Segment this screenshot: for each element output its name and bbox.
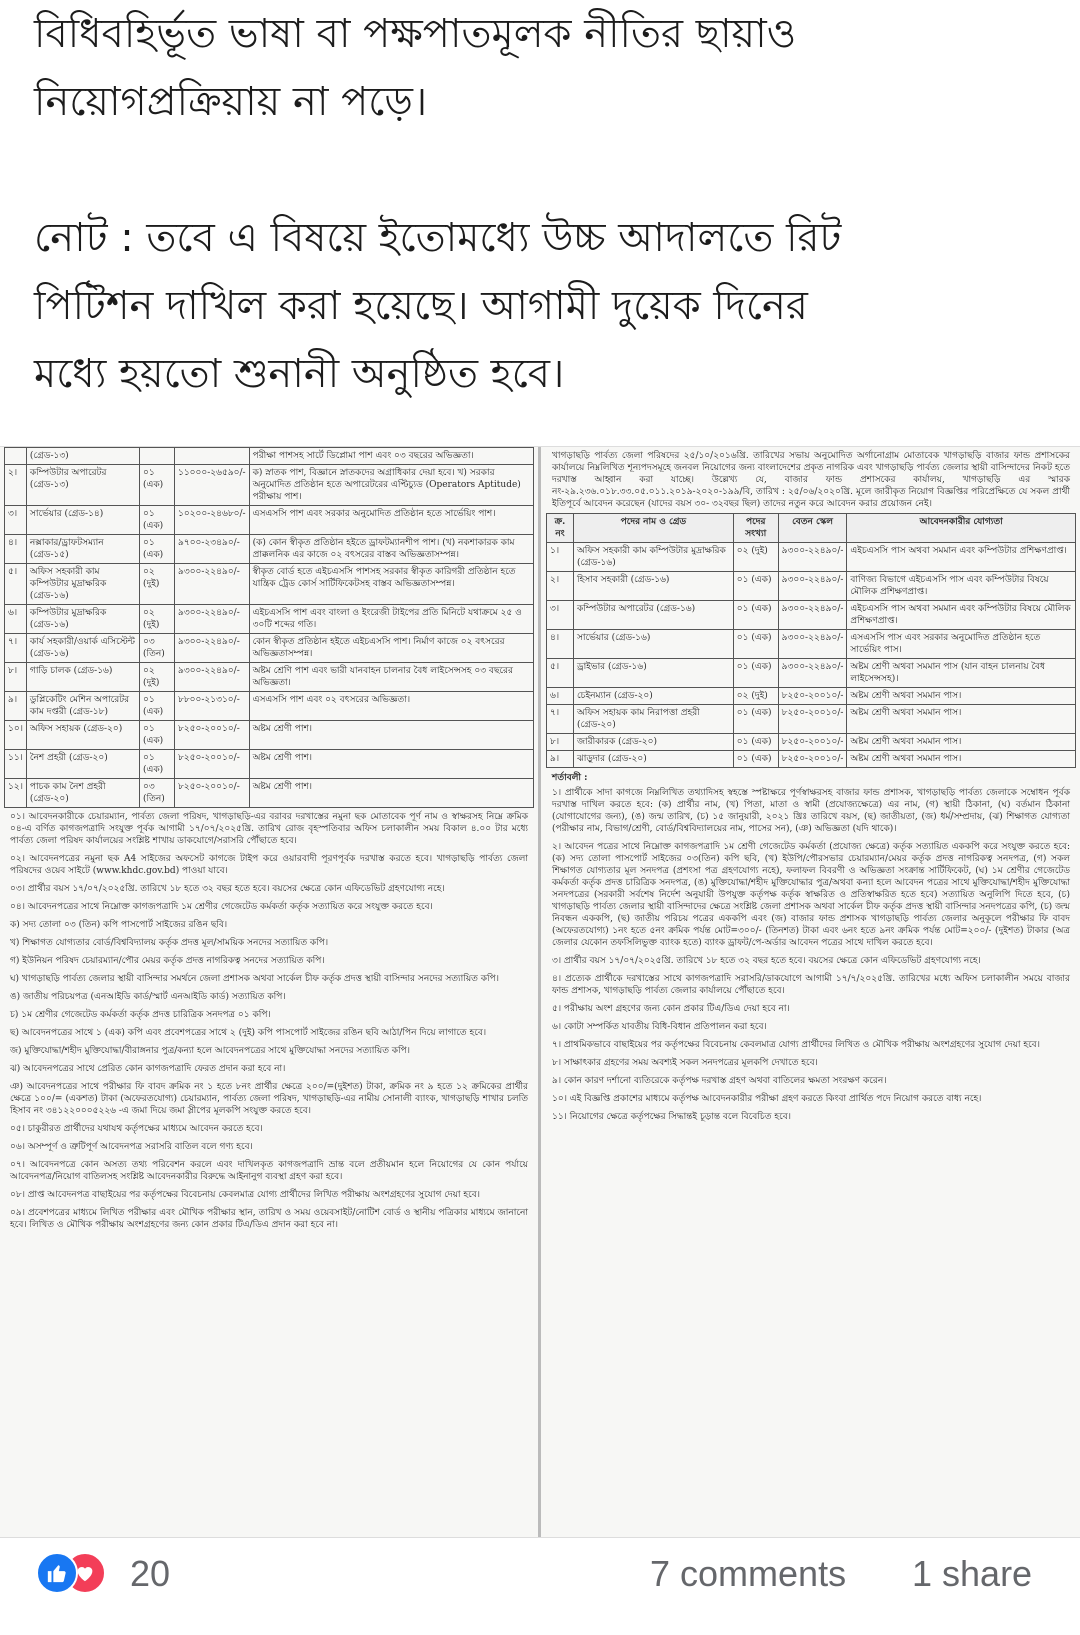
table-cell: ড্রাইভার (গ্রেড-১৬) [573, 659, 733, 688]
condition-item: ৫। পরীক্ষায় অংশ গ্রহণের জন্য কোন প্রকার টিএ/ডিএ দেয়া হবে না। [552, 1004, 790, 1014]
right-vacancy-table [546, 513, 1076, 768]
table-cell: অফিস সহকারী কাম কম্পিউটার মুদ্রাক্ষরিক (গ্রেড-১৬) [26, 564, 139, 605]
table-row [5, 465, 534, 506]
table-cell: ০১ (এক) [733, 601, 778, 630]
note-item: ছ) আবেদনপত্রের সাথে ১ (এক) কপি এবং প্রবেশপত্রের সাথে ২ (দুই) কপি পাসপোর্ট সাইজের রঙিন ছবি আঠা/পিন দিয়ে লাগাতে হবে। [10, 1028, 487, 1038]
post-line: মধ্যে হয়তো শুনানী অনুষ্ঠিত হবে। [34, 351, 565, 397]
table-row [5, 663, 534, 692]
note-item: জ) মুক্তিযোদ্ধা/শহীদ মুক্তিযোদ্ধা/বীরাঙ্গনার পুত্র/কন্যা হলে আবেদনপত্রের সাথে মুক্তিযোদ্ধা সনদের সত্যায়িত কপি। [10, 1046, 411, 1056]
table-cell: ৮২৫০-২০০১০/- [778, 688, 847, 705]
condition-item: ১১। নিয়োগের ক্ষেত্রে কর্তৃপক্ষের সিদ্ধান্তই চূড়ান্ত বলে বিবেচিত হবে। [552, 1112, 791, 1122]
table-cell: ক) স্নাতক পাশ, বিজ্ঞানে স্নাতকদের অগ্রাধিকার দেয়া হবে। খ) সরকার অনুমোদিত প্রতিষ্ঠান হতে অপারেটরের এপ্টিচ্যুড (Operators Aptitude) পরীক্ষায় পাশ। [249, 465, 533, 506]
table-cell: জারীকারক (গ্রেড-২০) [573, 734, 733, 751]
table-cell: ০১ (এক) [140, 465, 175, 506]
note-item: ০২। আবেদনপত্রের নমুনা ছক A4 সাইজের অফসেট কাগজে টাইপ করে ওয়ারবাদী পূরণপূর্বক দরখাস্ত করতে হবে। খাগড়াছড়ি পার্বত্য জেলা পরিষদের ওয়েব সাইটে (www.khdc.gov.bd) পাওয়া যাবে। [10, 854, 528, 876]
table-cell: কার্য সহকারী/ওয়ার্ক এসিস্টেন্ট (গ্রেড-১৬) [26, 634, 139, 663]
table-row [5, 535, 534, 564]
note-item: ক) সদ্য তোলা ০৩ (তিন) কপি পাসপোর্ট সাইজের রঙিন ছবি। [10, 920, 228, 930]
table-cell: ৪। [5, 535, 27, 564]
table-cell: ৯৩০০-২২৪৯০/- [778, 659, 847, 688]
table-cell: ৫। [547, 659, 574, 688]
note-item: ০৭। আবেদনপত্রে কোন অসত্য তথ্য পরিবেশন করলে এবং দাখিলকৃত কাগজপত্রাদি ভ্রান্ত বলে প্রতীয়মান হলে নিয়োগের যে কোন পর্যায়ে আবেদনপত্র/নিয়োগ বাতিলসহ সংশ্লিষ্ট আবেদনকারীর বিরুদ্ধে আইনানুগ ব্যবস্থা গ্রহণ করা হবে। [10, 1160, 528, 1182]
table-cell: ১১। [5, 750, 27, 779]
condition-item: ৭। প্রাথমিকভাবে বাছাইয়ের পর কর্তৃপক্ষের বিবেচনায় কেবলমাত্র যোগ্য প্রার্থীদের লিখিত ও মৌখিক পরীক্ষায় অংশগ্রহণের সুযোগ দেয়া হবে। [552, 1040, 1040, 1050]
table-cell: ৮। [5, 663, 27, 692]
table-row [5, 721, 534, 750]
table-row [547, 688, 1076, 705]
table-cell: এসএসসি পাস এবং সরকার অনুমোদিত প্রতিষ্ঠান হতে সার্ভেয়িং পাস। [847, 630, 1076, 659]
post-line: পিটিশন দাখিল করা হয়েছে। আগামী দুয়েক দিনের [34, 283, 808, 329]
table-cell: ১। [547, 543, 574, 572]
table-cell: অফিস সহকারী কাম কম্পিউটার মুদ্রাক্ষরিক (গ্রেড-১৬) [573, 543, 733, 572]
post-text [34, 0, 1054, 408]
table-row [5, 448, 534, 465]
table-cell: কম্পিউটার মুদ্রাক্ষরিক (গ্রেড-১৬) [26, 605, 139, 634]
post-line: নিয়োগপ্রক্রিয়ায় না পড়ে। [34, 79, 428, 125]
comments-count[interactable]: 7 comments [650, 1553, 847, 1594]
conditions-title: শর্তাবলী : [552, 773, 588, 783]
table-cell: ঝাড়ুদার (গ্রেড-২০) [573, 751, 733, 768]
table-cell: সার্ভেয়ার (গ্রেড-১৬) [573, 630, 733, 659]
circular-left-column [4, 447, 534, 1537]
table-cell: এইচএসসি পাস অথবা সমমান এবং কম্পিউটার বিষয়ে মৌলিক প্রশিক্ষণপ্রাপ্ত। [847, 601, 1076, 630]
table-cell [5, 448, 27, 465]
table-cell: অষ্টম শ্রেণী অথবা সমমান পাস। [847, 705, 1076, 734]
table-cell [175, 448, 250, 465]
table-header: পদের সংখ্যা [733, 514, 778, 543]
table-cell: অফিস সহায়ক কাম নিরাপত্তা প্রহরী (গ্রেড-২০) [573, 705, 733, 734]
table-cell: অফিস সহায়ক (গ্রেড-২০) [26, 721, 139, 750]
image-divider [538, 447, 541, 1537]
table-cell: নৈশ প্রহরী (গ্রেড-২০) [26, 750, 139, 779]
table-cell: ০৩ (তিন) [140, 779, 175, 808]
table-cell: ৮২৫০-২০০১০/- [175, 721, 250, 750]
condition-item: ৪। প্রত্যেক প্রার্থীকে দরখাস্তের সাথে কাগজপত্রাদি সরাসরি/ডাকযোগে আগামী ১৭/৭/২০২৫খ্রি. তারিখের মধ্যে অফিস চলাকালীন সময়ে বাজার ফান্ড প্রশাসক, খাগড়াছড়ি পার্বত্য জেলার কার্যালয়ে পৌঁছাতে হবে। [552, 974, 1070, 996]
condition-item: ৯। কোন কারণ দর্শানো ব্যতিরেকে কর্তৃপক্ষ দরখাস্ত গ্রহণ অথবা বাতিলের ক্ষমতা সংরক্ষণ করেন। [552, 1076, 887, 1086]
table-cell: ০১ (এক) [733, 751, 778, 768]
table-cell: ৯৩০০-২২৪৯০/- [778, 601, 847, 630]
table-cell: এইচএসসি পাস অথবা সমমান এবং কম্পিউটার প্রশিক্ষণপ্রাপ্ত। [847, 543, 1076, 572]
condition-item: ৮। সাক্ষাৎকার গ্রহণের সময় অবশ্যই সকল সনদপত্রের মূলকপি দেখাতে হবে। [552, 1058, 818, 1068]
table-cell: ৯। [5, 692, 27, 721]
table-cell: ৪। [547, 630, 574, 659]
table-cell: নক্সাকার/ড্রাফটসম্যান (গ্রেড-১৫) [26, 535, 139, 564]
table-cell: ০১ (এক) [140, 692, 175, 721]
table-cell: অষ্টম শ্রেণী অথবা সমমান পাস। [847, 688, 1076, 705]
table-header: বেতন স্কেল [778, 514, 847, 543]
table-cell: ০১ (এক) [140, 506, 175, 535]
table-row [5, 750, 534, 779]
table-cell: ৮৮০০-২১৩১০/- [175, 692, 250, 721]
table-cell: ডুপ্লিকেটিং মেশিন অপারেটর কাম দপ্তরী (গ্রেড-১৮) [26, 692, 139, 721]
table-cell: ৬। [5, 605, 27, 634]
table-cell: ২। [547, 572, 574, 601]
table-cell: পাচক কাম নৈশ প্রহরী (গ্রেড-২০) [26, 779, 139, 808]
table-row [5, 692, 534, 721]
table-cell: ৫। [5, 564, 27, 605]
note-item: ঘ) খাগড়াছড়ি পার্বত্য জেলার স্থায়ী বাসিন্দার সমর্থনে জেলা প্রশাসক অথবা সার্কেল চীফ কর্তৃক প্রদত্ত স্থায়ী বাসিন্দার সনদের সত্যায়িত কপি। [10, 974, 499, 984]
table-row [5, 779, 534, 808]
table-cell: ০১ (এক) [733, 705, 778, 734]
table-cell: ৯৩০০-২২৪৯০/- [175, 663, 250, 692]
table-cell: বাণিজ্য বিভাগে এইচএসসি পাস এবং কম্পিউটার বিষয়ে মৌলিক প্রশিক্ষণপ্রাপ্ত। [847, 572, 1076, 601]
table-cell: ৮। [547, 734, 574, 751]
post-image[interactable] [0, 446, 1080, 1538]
table-cell: হিসাব সহকারী (গ্রেড-১৬) [573, 572, 733, 601]
note-item: ঝ) আবেদনপত্রের সাথে প্রেরিত কোন কাগজপত্রাদি ফেরত প্রদান করা হবে না। [10, 1064, 286, 1074]
table-cell: (ক) কোন স্বীকৃত প্রতিষ্ঠান হইতে ড্রাফটম্যানশীপ পাশ। (খ) নকশাকারক কাম প্রাক্কলনিক এর কাজে ০২ বৎসরের বাস্তব অভিজ্ঞতাসম্পন্ন। [249, 535, 533, 564]
table-cell: ৮২৫০-২০০১০/- [175, 750, 250, 779]
table-cell: ৮২৫০-২০০১০/- [778, 751, 847, 768]
table-cell: ৯৩০০-২২৪৯০/- [175, 634, 250, 663]
reaction-count[interactable]: 20 [130, 1553, 171, 1594]
table-row [547, 572, 1076, 601]
left-vacancy-table [4, 447, 534, 808]
circular-right-column [546, 447, 1076, 1537]
table-cell: কম্পিউটার অপারেটর (গ্রেড-১৬) [573, 601, 733, 630]
table-cell: অষ্টম শ্রেণী পাশ। [249, 750, 533, 779]
table-cell: ৮২৫০-২০০১০/- [175, 779, 250, 808]
table-cell: অষ্টম শ্রেণি পাশ এবং ভারী যানবাহন চালনার বৈধ লাইসেন্সসহ ০৩ বছরের অভিজ্ঞতা। [249, 663, 533, 692]
table-row [547, 751, 1076, 768]
table-cell: ০১ (এক) [140, 535, 175, 564]
table-row [547, 659, 1076, 688]
table-cell: ৯৩০০-২২৪৯০/- [778, 543, 847, 572]
note-item: ০১। আবেদনকারীকে চেয়ারম্যান, পার্বত্য জেলা পরিষদ, খাগড়াছড়ি-এর বরাবর দরখাস্তের নমুনা ছক মোতাবেক পূর্ণ নাম ও স্বাক্ষরসহ নিম্নে ক্রমিক ০৪-এ বর্ণিত কাগজপত্রাদি সংযুক্ত পূর্বক আগামী ১৭/০৭/২০২৫খ্রি. তারিখ রোজ বৃহস্পতিবার অফিস চলাকালীন সময় বিকাল ৪.০০ টার মধ্যে পার্বত্য জেলা পরিষদ কার্যালয়ের সংশ্লিষ্ট শাখায় ডাকযোগে/সরাসরি পৌঁছাতে হবে। [10, 812, 528, 846]
table-row [5, 634, 534, 663]
table-cell: ৯৩০০-২২৪৯০/- [778, 630, 847, 659]
table-cell: (গ্রেড-১৩) [26, 448, 139, 465]
table-cell: ০১ (এক) [140, 721, 175, 750]
shares-count[interactable]: 1 share [912, 1553, 1033, 1594]
table-cell: ০২ (দুই) [140, 663, 175, 692]
table-cell: অষ্টম শ্রেণী পাশ। [249, 779, 533, 808]
table-cell: এসএসসি পাশ এবং সরকার অনুমোদিত প্রতিষ্ঠান হতে সার্ভেয়িং পাশ। [249, 506, 533, 535]
table-cell: ০১ (এক) [140, 750, 175, 779]
circular-intro: খাগড়াছড়ি পার্বত্য জেলা পরিষদের ২৫/১০/২০১৬খ্রি. তারিখের সভায় অনুমোদিত অর্গানোগ্রাম মোতাবেক খাগড়াছড়ি বাজার ফান্ড প্রশাসকের কার্যালয়ে নিম্নলিখিত শূন্যপদসমূহে জনবল নিয়োগের জন্য বাংলাদেশের প্রকৃত নাগরিক এবং খাগড়াছড়ি পার্বত্য জেলার স্থায়ী বাসিন্দাদের নিকট হতে দরখাস্ত আহ্বান করা যাচ্ছে। উল্লেখ্য যে, বাজার ফান্ড প্রশাসকের কার্যালয়, খাগড়াছড়ি এর স্মারক নং-২৯.২৩৬.০১৮.৩৩.০৫.০১১.২০১৯-২০২০-১৯৯/বি, তারিখ : ২৫/০৬/২০২০খ্রি. মূলে জারীকৃত নিয়োগ বিজ্ঞপ্তির পরিপ্রেক্ষিতে যে সকল প্রার্থী ইতিপূর্বে আবেদন করেছেন (যাদের বয়স ৩০- ৩২বছর ছিল) তাদের নতুন করে আবেদন করার প্রয়োজন নেই। [552, 451, 1070, 509]
table-cell: ২। [5, 465, 27, 506]
table-cell: এসএসসি পাশ এবং ০২ বৎসরের অভিজ্ঞতা। [249, 692, 533, 721]
table-cell: কোন স্বীকৃত প্রতিষ্ঠান হইতে এইচএসসি পাশ। নির্মাণ কাজে ০২ বৎসরের অভিজ্ঞতাসম্পন্ন। [249, 634, 533, 663]
note-item: ০৫। চাকুরীরত প্রার্থীদের যথাযথ কর্তৃপক্ষের মাধ্যমে আবেদন করতে হবে। [10, 1124, 263, 1134]
table-cell: পরীক্ষা পাশসহ সার্টে ডিপ্লোমা পাশ এবং ০৩ বছরের অভিজ্ঞতা। [249, 448, 533, 465]
condition-item: ২। আবেদন পত্রের সাথে নিম্নোক্ত কাগজপত্রাদি ১ম শ্রেণী গেজেটেড কর্মকর্তা (প্রযোজ্য ক্ষেত্রে) কর্তৃক সত্যায়িত এককপি করে সংযুক্ত করতে হবে: (ক) সদ্য তোলা পাসপোর্ট সাইজের ০৩(তিন) কপি ছবি, (খ) ইউপি/পৌরসভার চেয়ারম্যান/মেয়র কর্তৃক প্রদত্ত নাগরিকত্ব সনদপত্র, (গ) সকল শিক্ষাগত যোগ্যতার মূল সনদপত্র (প্রশংসা পত্র গ্রহণযোগ্য নহে), ফলাফল বিবরণী ও অভিজ্ঞতা সংক্রান্ত সার্টিফিকেট, (ঘ) ১ম শ্রেণীর গেজেটেড কর্মকর্তা কর্তৃক প্রদত্ত চারিত্রিক সনদপত্র, (ঙ) মুক্তিযোদ্ধা/শহীদ মুক্তিযোদ্ধার পুত্র/অথবা কন্যা হলে আবেদন পত্রের সাথে মুক্তিযোদ্ধা/শহীদ মুক্তিযোদ্ধা সনদপত্রের (সরকারী সর্বশেষ নির্দেশ অনুযায়ী উপযুক্ত কর্তৃপক্ষ কর্তৃক স্বাক্ষরিত ও প্রতিস্বাক্ষরিত হতে হবে) সত্যায়িত অনুলিপি দিতে হবে, (চ) খাগড়াছড়ি পার্বত্য জেলার স্থায়ী বাসিন্দাদের ক্ষেত্রে সংশ্লিষ্ট জেলা প্রশাসক অথবা সার্কেল চীফ কর্তৃক প্রদত্ত স্থায়ী বাসিন্দার সনদপত্রের কপি, (চ) জন্ম নিবন্ধন এককপি, (ছ) জাতীয় পরিচয় পত্রের এককপি এবং (জ) বাজার ফান্ড প্রশাসক খাগড়াছড়ি পার্বত্য জেলার অনুকূলে পরীক্ষার ফি বাবদ (অফেরতযোগ্য) ১নং হতে ৫নং ক্রমিক পর্যন্ত মোট=৩০০/- (তিনশত) টাকা এবং ৬নং হতে ৯নং ক্রমিক পর্যন্ত মোট=২০০/- (দুইশত) টাকার (অত্র জেলার যেকোন তফসিলিভুক্ত ব্যাংক হতে) ব্যাংক ড্রাফট/পে-অর্ডার আবেদন পত্রের সাথে দাখিল করতে হবে। [552, 842, 1070, 948]
table-row [547, 543, 1076, 572]
conditions-list [546, 784, 1076, 1126]
table-cell: ৯৭০০-২৩৪৯০/- [175, 535, 250, 564]
note-item: ঙ) জাতীয় পরিচয়পত্র (এনআইডি কার্ড/স্মার্ট এনআইডি কার্ড) সত্যায়িত কপি। [10, 992, 286, 1002]
note-item: গ) ইউনিয়ন পরিষদ চেয়ারম্যান/পৌর মেয়র কর্তৃক প্রদত্ত নাগরিকত্ব সনদের সত্যায়িত কপি। [10, 956, 325, 966]
condition-item: ১। প্রার্থীকে সাদা কাগজে নিম্নলিখিত তথ্যাদিসহ স্বহস্তে স্পষ্টাক্ষরে পূর্ণস্বাক্ষরসহ বাজার ফান্ড প্রশাসক, খাগড়াছড়ি পার্বত্য জেলাকে সম্বোধন পূর্বক দরখাস্ত দাখিল করতে হবে: (ক) প্রার্থীর নাম, (খ) পিতা, মাতা ও স্বামী (প্রযোজ্যক্ষেত্রে) এর নাম, (গ) স্থায়ী ঠিকানা, (ঘ) বর্তমান ঠিকানা (যোগাযোগের জন্য), (ঙ) জন্ম তারিখ, (চ) ১৫ জানুয়ারী, ২০২১ খ্রিঃ তারিখে বয়স, (ছ) জাতীয়তা, (জ) ধর্ম/সম্প্রদায়, (ঝ) শিক্ষাগত যোগ্যতা (পরীক্ষার নাম, বিভাগ/শ্রেণী, বোর্ড/বিশ্ববিদ্যালয়ের নাম, পাসের সন), (ঞ) অভিজ্ঞতা (যদি থাকে)। [552, 788, 1070, 834]
table-cell: ৯৩০০-২২৪৯০/- [175, 564, 250, 605]
table-cell: গাড়ি চালক (গ্রেড-১৬) [26, 663, 139, 692]
table-cell: স্বীকৃত বোর্ড হতে এইচএসসি পাশসহ সরকার স্বীকৃত কারিগরী প্রতিষ্ঠান হতে যান্ত্রিক ট্রেড কোর্স সার্টিফিকেটসহ বাস্তব অভিজ্ঞতাসম্পন্ন। [249, 564, 533, 605]
table-cell: ০১ (এক) [733, 630, 778, 659]
note-item: ০৪। আবেদনপত্রের সাথে নিম্নোক্ত কাগজপত্রাদি ১ম শ্রেণীর গেজেটেড কর্মকর্তা কর্তৃক সত্যায়িত করে সংযুক্ত করতে হবে। [10, 902, 433, 912]
table-cell: ৩। [5, 506, 27, 535]
table-cell: ০১ (এক) [733, 572, 778, 601]
table-cell: চেইনম্যান (গ্রেড-২০) [573, 688, 733, 705]
table-cell: ১০। [5, 721, 27, 750]
note-item: ০৮। প্রাপ্ত আবেদনপত্র বাছাইয়ের পর কর্তৃপক্ষের বিবেচনায় কেবলমাত্র যোগ্য প্রার্থীদের লিখিত পরীক্ষায় অংশগ্রহণের সুযোগ দেয়া হবে। [10, 1190, 480, 1200]
table-cell: ৭। [547, 705, 574, 734]
table-cell: ০২ (দুই) [733, 688, 778, 705]
table-header: পদের নাম ও গ্রেড [573, 514, 733, 543]
table-header: ক্র. নং [547, 514, 574, 543]
table-cell: অষ্টম শ্রেণী অথবা সমমান পাস। [847, 734, 1076, 751]
table-cell: ৯৩০০-২২৪৯০/- [778, 572, 847, 601]
table-cell: অষ্টম শ্রেণী পাশ। [249, 721, 533, 750]
left-notes [4, 808, 534, 1234]
table-cell: এইচএসসি পাশ এবং বাংলা ও ইংরেজী টাইপের প্রতি মিনিটে যথাক্রমে ২৫ ও ৩০টি শব্দের গতি। [249, 605, 533, 634]
table-cell: ০৩ (তিন) [140, 634, 175, 663]
table-cell: ১১০০০-২৬৫৯০/- [175, 465, 250, 506]
table-cell: ৯৩০০-২২৪৯০/- [175, 605, 250, 634]
note-item: ০৩। প্রার্থীর বয়স ১৭/০৭/২০২৫খ্রি. তারিখে ১৮ হতে ৩২ বছর হতে হবে। বয়সের ক্ষেত্রে কোন এফিডেভিট গ্রহণযোগ্য নহে। [10, 884, 445, 894]
condition-item: ৬। কোটা সম্পর্কিত যাবতীয় বিধি-বিধান প্রতিপালন করা হবে। [552, 1022, 767, 1032]
table-cell: অষ্টম শ্রেণী অথবা সমমান পাস (যান বাহন চালনায় বৈধ লাইসেন্সসহ)। [847, 659, 1076, 688]
condition-item: ৩। প্রার্থীর বয়স ১৭/০৭/২০২৫খ্রি. তারিখে ১৮ হতে ৩২ বছর হতে হবে। বয়সের ক্ষেত্রে কোন এফিডেভিট গ্রহণযোগ্য নহে। [552, 956, 981, 966]
table-cell: ৮২৫০-২০০১০/- [778, 705, 847, 734]
table-cell: ৮২৫০-২০০১০/- [778, 734, 847, 751]
table-row [547, 734, 1076, 751]
table-cell: ০২ (দুই) [140, 564, 175, 605]
table-cell: ৯। [547, 751, 574, 768]
table-cell: কম্পিউটার অপারেটর (গ্রেড-১৩) [26, 465, 139, 506]
table-cell: অষ্টম শ্রেণী অথবা সমমান পাস। [847, 751, 1076, 768]
table-cell: ১০২০০-২৪৬৮০/- [175, 506, 250, 535]
table-cell [140, 448, 175, 465]
table-row [547, 705, 1076, 734]
note-item: ০৬। অসম্পূর্ণ ও ত্রুটিপূর্ণ আবেদনপত্র সরাসরি বাতিল বলে গণ্য হবে। [10, 1142, 253, 1152]
table-row [547, 601, 1076, 630]
table-header: আবেদনকারীর যোগ্যতা [847, 514, 1076, 543]
table-cell: ৬। [547, 688, 574, 705]
post-line: নোট : তবে এ বিষয়ে ইতোমধ্যে উচ্চ আদালতে রিট [34, 215, 842, 261]
table-cell: ০২ (দুই) [140, 605, 175, 634]
table-cell: ১২। [5, 779, 27, 808]
note-item: খ) শিক্ষাগত যোগ্যতার বোর্ড/বিশ্ববিদ্যালয় কর্তৃক প্রদত্ত মূল/সাময়িক সনদের সত্যায়িত কপি। [10, 938, 329, 948]
table-row [5, 564, 534, 605]
table-cell: ০১ (এক) [733, 734, 778, 751]
table-cell: ০১ (এক) [733, 659, 778, 688]
note-item: ০৯। প্রবেশপত্রের মাধ্যমে লিখিত পরীক্ষার এবং মৌখিক পরীক্ষার স্থান, তারিখ ও সময় ওয়েবসাইট/নোটিশ বোর্ড ও স্থানীয় পত্রিকার মাধ্যমে জানানো হবে। লিখিত ও মৌখিক পরীক্ষায় অংশগ্রহণের জন্য কোন প্রকার টিএ/ডিএ প্রদান করা হবে না। [10, 1208, 528, 1230]
like-reaction-icon[interactable] [36, 1552, 78, 1594]
post-line: বিধিবহির্ভূত ভাষা বা পক্ষপাতমূলক নীতির ছায়াও [34, 11, 797, 57]
condition-item: ১০। এই বিজ্ঞপ্তি প্রকাশের মাধ্যমে কর্তৃপক্ষ আবেদনকারীর পরীক্ষা গ্রহণ করতে কিংবা প্রার্থিত পদে নিয়োগ করতে বাধ্য নহে। [552, 1094, 982, 1104]
note-item: ঞ) আবেদনপত্রের সাথে পরীক্ষার ফি বাবদ ক্রমিক নং ১ হতে ৮নং প্রার্থীর ক্ষেত্রে ২০০/=(দুইশত) টাকা, ক্রমিক নং ৯ হতে ১২ ক্রমিকের প্রার্থীর ক্ষেত্রে ১০০/= (একশত) টাকা (অফেরতযোগ্য) চেয়ারম্যান, পার্বত্য জেলা পরিষদ, খাগড়াছড়ি-এর নামীয় সোনালী ব্যাংক, খাগড়াছড়ি শাখার চলতি হিসাব নং ৩৪১২২০০০৫২২৬ -এ জমা দিয়ে জমা স্লীপের মূলকপি সংযুক্ত করতে হবে। [10, 1082, 528, 1116]
note-item: চ) ১ম শ্রেণীর গেজেটেড কর্মকর্তা কর্তৃক প্রদত্ত চারিত্রিক সনদপত্র ০১ কপি। [10, 1010, 271, 1020]
table-row [5, 605, 534, 634]
table-row [5, 506, 534, 535]
table-row [547, 630, 1076, 659]
table-cell: ০২ (দুই) [733, 543, 778, 572]
table-cell: সার্ভেয়ার (গ্রেড-১৪) [26, 506, 139, 535]
table-cell: ৭। [5, 634, 27, 663]
table-cell: ৩। [547, 601, 574, 630]
